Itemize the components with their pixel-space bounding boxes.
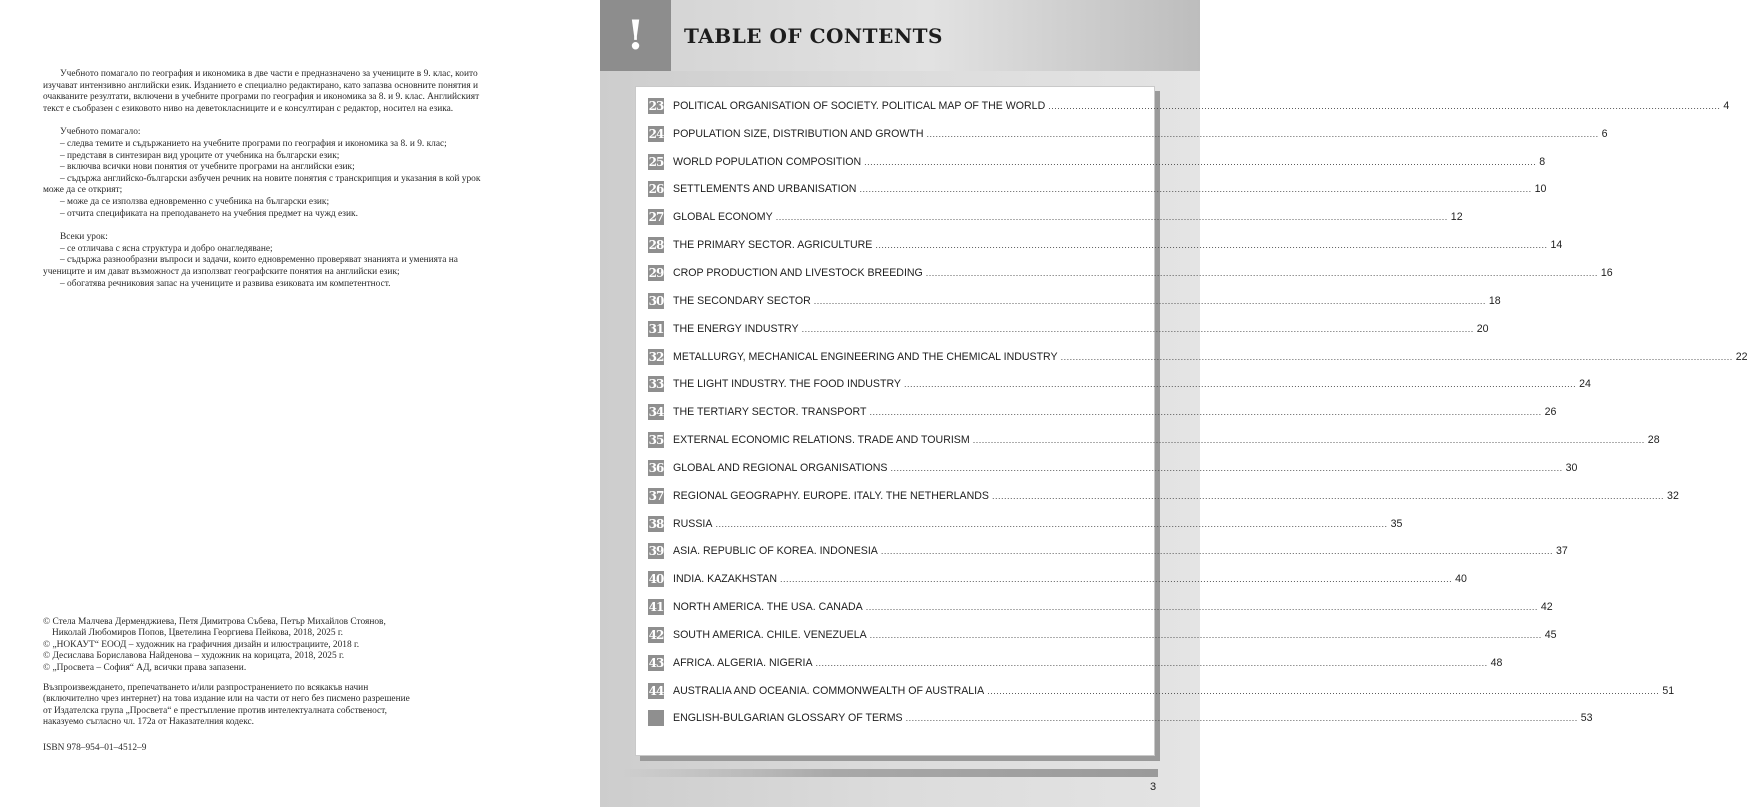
dot-leader [1048,101,1720,111]
legal-line: от Издателска група „Просвета“ е престъпление против интелектуалната собственост, [43,705,387,716]
copyright-line: © „НОКАУТ“ ЕООД – художник на графичния дизайн и илюстрациите, 2018 г. [43,639,360,650]
lesson-number-badge: 43 [648,655,664,670]
toc-entry-text [673,685,1674,697]
toc-entry-page: 28 [1647,434,1660,447]
intro-line: Учебното помагало по география и икономика в две части е предназначено за учениците в 9. клас, които [60,69,478,79]
dot-leader [906,713,1578,723]
toc-entry[interactable] [648,370,1591,398]
exclamation-icon: ! [626,11,645,59]
toc-entry-title: THE SECONDARY SECTOR [673,294,811,307]
toc-entry-title: CROP PRODUCTION AND LIVESTOCK BREEDING [673,266,923,279]
dot-leader [987,686,1659,696]
lesson-item: – съдържа разнообразни въпроси и задачи, които едновременно проверяват знанията и уменията на [60,255,458,266]
toc-entry[interactable] [648,565,1467,593]
dot-leader [875,240,1547,250]
toc-entry-text [673,518,1402,530]
toc-entry[interactable] [648,315,1489,343]
lesson-number-badge: 39 [648,544,664,559]
toc-entry[interactable] [648,176,1547,204]
toc-entry[interactable] [648,231,1563,259]
toc-entry[interactable] [648,259,1613,287]
dot-leader [859,184,1531,194]
toc-entry[interactable] [648,454,1578,482]
toc-entry-page: 26 [1544,406,1557,419]
toc-entry-text [673,156,1545,168]
toc-entry-page: 37 [1555,545,1568,558]
toc-entry-page: 42 [1540,601,1553,614]
dot-leader [866,602,1538,612]
toc-entry-page: 35 [1390,517,1403,530]
lesson-number-badge: 31 [648,321,664,336]
toc-entry-page: 53 [1580,712,1593,725]
toc-entry-text [673,545,1568,557]
dot-leader [890,463,1562,473]
dot-leader [864,157,1536,167]
lesson-number-badge: 23 [648,98,664,113]
toc-entry-title: THE LIGHT INDUSTRY. THE FOOD INDUSTRY [673,378,901,391]
toc-entry-page: 20 [1476,322,1489,335]
toc-entry-page: 48 [1490,656,1503,669]
toc-entry-page: 51 [1662,684,1675,697]
dot-leader [776,212,1448,222]
lesson-item: – се отличава с ясна структура и добро онагледяване; [60,243,273,254]
intro-line: очакваните резултати, включени в учебните програми по география и икономика за 8. и 9. клас. Английският [43,92,480,103]
toc-entry-page: 24 [1579,378,1591,391]
aid-item: – следва темите и съдържанието на учебните програми по география и икономика за 8. и 9. клас; [60,138,447,149]
exclamation-badge [600,0,671,71]
toc-entry-title: EXTERNAL ECONOMIC RELATIONS. TRADE AND TOURISM [673,434,970,447]
lesson-number-badge: 29 [648,265,664,280]
toc-entry-text [673,378,1591,390]
page-title: TABLE OF CONTENTS [684,24,943,48]
legal-line: наказуемо съгласно чл. 172а от Наказателния кодекс. [43,717,255,728]
toc-entry-title: THE ENERGY INDUSTRY [673,322,799,335]
isbn: ISBN 978–954–01–4512–9 [43,743,147,753]
toc-panel [635,86,1748,756]
dot-leader [715,519,1387,529]
toc-entry[interactable] [648,677,1675,705]
toc-entry-page: 14 [1550,239,1563,252]
lesson-number-badge: 36 [648,460,664,475]
toc-entry-page: 32 [1667,489,1679,502]
toc-entry[interactable] [648,649,1503,677]
dot-leader [926,268,1598,278]
toc-entry[interactable] [648,426,1660,454]
toc-entry-title: AUSTRALIA AND OCEANIA. COMMONWEALTH OF AUSTRALIA [673,684,985,697]
toc-entry-text [673,657,1502,669]
toc-entry-page: 16 [1600,266,1613,279]
lesson-heading: Всеки урок: [60,232,108,243]
lesson-number-badge: 33 [648,377,664,392]
toc-entry-page: 8 [1539,155,1546,168]
dot-leader [881,546,1553,556]
toc-entry[interactable] [648,343,1748,371]
dot-leader [814,296,1486,306]
toc-entry-text [673,323,1489,335]
lesson-number-badge: 41 [648,600,664,615]
toc-entry-page: 22 [1735,350,1748,363]
legal-line: (включително чрез интернет) на това издание или на части от него без писмено разрешение [43,694,410,705]
toc-entry-text [673,406,1556,418]
dot-leader [973,435,1645,445]
toc-entry-title: METALLURGY, MECHANICAL ENGINEERING AND THE CHEMICAL INDUSTRY [673,350,1058,363]
toc-entry-page: 45 [1544,628,1557,641]
toc-entry-text [673,434,1660,446]
aid-item: – отчита спецификата на преподаването на учебния предмет на чужд език. [60,208,358,219]
toc-entry-text [673,211,1463,223]
toc-entry[interactable] [648,203,1463,231]
left-page [0,0,600,807]
copyright-line: © „Просвета – София“ АД, всички права запазени. [43,662,247,673]
toc-entry-title: SOUTH AMERICA. CHILE. VENEZUELA [673,628,867,641]
dot-leader [927,129,1599,139]
lesson-number-badge [648,710,664,726]
lesson-number-badge: 42 [648,627,664,642]
intro-line: изучават интензивно английски език. Изданието е специално редактирано, като запазва основните понятия и [43,80,478,91]
dot-leader [816,658,1488,668]
lesson-number-badge: 34 [648,405,664,420]
toc-entry-text [673,128,1608,140]
toc-entry[interactable] [648,287,1501,315]
toc-entry-text [673,490,1679,502]
toc-entry-text [673,267,1613,279]
toc-entry-text [673,573,1467,585]
lesson-number-badge: 38 [648,516,664,531]
toc-entry-title: GLOBAL AND REGIONAL ORGANISATIONS [673,461,888,474]
toc-entry-title: THE TERTIARY SECTOR. TRANSPORT [673,406,867,419]
toc-entry-page: 4 [1723,99,1730,112]
toc-entry-text [673,712,1593,724]
toc-entry[interactable] [648,92,1730,120]
toc-entry[interactable] [648,705,1593,733]
copyright-line: © Десислава Бориславова Найденова – художник на корицата, 2018, 2025 г. [43,651,345,662]
lesson-number-badge: 28 [648,238,664,253]
toc-entry[interactable] [648,510,1403,538]
toc-entry-page: 40 [1455,573,1467,586]
toc-entry-title: SETTLEMENTS AND URBANISATION [673,183,857,196]
toc-entry[interactable] [648,538,1568,566]
toc-entry[interactable] [648,398,1557,426]
copyright-block [43,617,463,674]
toc-entry-text [673,239,1562,251]
toc-entry-page: 6 [1601,127,1608,140]
toc-entry-text [673,100,1729,112]
legal-notice [43,683,463,729]
toc-entry-title: POPULATION SIZE, DISTRIBUTION AND GROWTH [673,127,924,140]
toc-entry-title: POLITICAL ORGANISATION OF SOCIETY. POLITICAL MAP OF THE WORLD [673,99,1046,112]
toc-entry-title: THE PRIMARY SECTOR. AGRICULTURE [673,239,873,252]
toc-entry-title: INDIA. KAZAKHSTAN [673,573,777,586]
aid-item: може да се открият; [43,185,123,196]
lesson-number-badge: 32 [648,349,664,364]
toc-entry-text [673,629,1557,641]
toc-entry-page: 12 [1450,211,1463,224]
toc-entry[interactable] [648,120,1608,148]
aid-item: – включва всички нови понятия от учебните програми на английски език; [60,162,355,173]
toc-entry-title: AFRICA. ALGERIA. NIGERIA [673,656,813,669]
lesson-number-badge: 44 [648,683,664,698]
footer-strip [620,769,1158,777]
page-number: 3 [1150,781,1157,793]
aid-item: – представя в синтезиран вид уроците от учебника на български език; [60,150,340,161]
toc-entry-page: 10 [1534,183,1547,196]
intro-text [43,69,513,290]
toc-entry-title: ENGLISH-BULGARIAN GLOSSARY OF TERMS [673,712,903,725]
dot-leader [992,491,1664,501]
toc-entry[interactable] [648,148,1546,176]
toc-header [600,0,1200,71]
aid-item: – може да се използва едновременно с учебника на български език; [60,196,330,207]
toc-list [648,92,1748,732]
dot-leader [870,630,1542,640]
dot-leader [1061,352,1733,362]
toc-entry-title: GLOBAL ECONOMY [673,211,773,224]
copyright-line: © Стела Малчева Дерменджиева, Петя Димитрова Събева, Петър Михайлов Стоянов, [43,617,386,627]
dot-leader [869,407,1541,417]
toc-entry-title: ASIA. REPUBLIC OF KOREA. INDONESIA [673,545,878,558]
toc-entry-title: RUSSIA [673,517,713,530]
toc-entry-text [673,462,1577,474]
lesson-number-badge: 37 [648,488,664,503]
toc-entry-page: 18 [1488,294,1501,307]
dot-leader [904,379,1576,389]
copyright-line: Николай Любомиров Попов, Цветелина Георгиева Пейкова, 2018, 2025 г. [52,628,344,639]
dot-leader [802,324,1474,334]
toc-entry-text [673,351,1748,363]
toc-entry-title: REGIONAL GEOGRAPHY. EUROPE. ITALY. THE NETHERLANDS [673,489,989,502]
aid-heading: Учебното помагало: [60,127,141,138]
aid-item: – съдържа английско-български азбучен речник на новите понятия с транскрипция и указания в кой урок [60,173,481,184]
lesson-number-badge: 35 [648,433,664,448]
lesson-number-badge: 30 [648,293,664,308]
toc-entry-page: 30 [1565,461,1578,474]
intro-line: текст е съобразен с езиковото ниво на деветокласниците и е консултиран с редактор, носител на езика. [43,103,454,114]
lesson-number-badge: 24 [648,126,664,141]
toc-entry[interactable] [648,593,1553,621]
lesson-item: учениците и им дават възможност да използват географските понятия на английски език; [43,266,400,277]
toc-entry-title: WORLD POPULATION COMPOSITION [673,155,862,168]
toc-entry-text [673,295,1501,307]
lesson-number-badge: 26 [648,182,664,197]
dot-leader [780,574,1452,584]
lesson-number-badge: 40 [648,572,664,587]
toc-entry[interactable] [648,482,1679,510]
toc-entry-text [673,183,1546,195]
legal-line: Възпроизвеждането, препечатването и/или разпространението по всякакъв начин [43,683,369,693]
lesson-item: – обогатява речниковия запас на учениците и развива езиковата им компетентност. [60,278,391,289]
toc-entry[interactable] [648,621,1557,649]
toc-entry-text [673,601,1553,613]
toc-entry-title: NORTH AMERICA. THE USA. CANADA [673,601,863,614]
lesson-number-badge: 25 [648,154,664,169]
lesson-number-badge: 27 [648,210,664,225]
